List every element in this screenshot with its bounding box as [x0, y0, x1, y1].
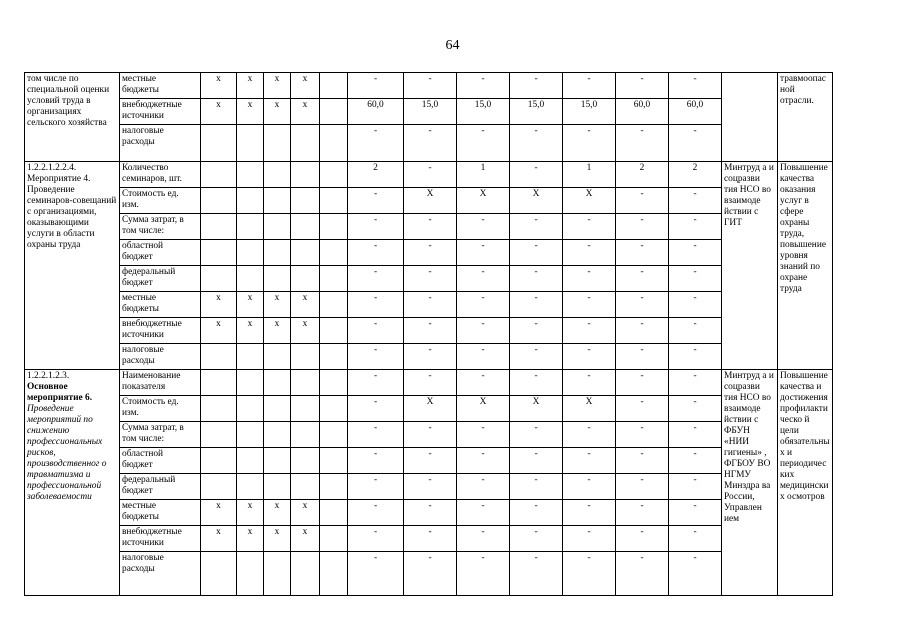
- indicator-cell: местные бюджеты: [120, 500, 201, 526]
- indicator-cell: Стоимость ед. изм.: [120, 188, 201, 214]
- executor-cell: Минтруд а и соцразви тия НСО во взаимоде йствии с ГИТ: [722, 162, 778, 370]
- value-cell: -: [404, 422, 457, 448]
- indicator-cell: Стоимость ед. изм.: [120, 396, 201, 422]
- spacer-cell: [320, 396, 348, 422]
- value-cell: -: [669, 448, 722, 474]
- code-mark-cell: [291, 162, 320, 188]
- value-cell: -: [616, 125, 669, 162]
- code-mark-cell: [237, 214, 264, 240]
- activity-title: Основное мероприятие 6.: [27, 382, 93, 403]
- value-cell: -: [669, 292, 722, 318]
- indicator-cell: федеральный бюджет: [120, 474, 201, 500]
- code-mark-cell: x: [291, 292, 320, 318]
- code-mark-cell: x: [264, 99, 291, 125]
- value-cell: -: [348, 526, 404, 552]
- value-cell: 1: [457, 162, 510, 188]
- value-cell: -: [563, 448, 616, 474]
- value-cell: -: [616, 474, 669, 500]
- code-mark-cell: [264, 125, 291, 162]
- value-cell: -: [404, 552, 457, 596]
- value-cell: -: [348, 552, 404, 596]
- value-cell: X: [510, 188, 563, 214]
- code-mark-cell: [201, 266, 237, 292]
- value-cell: -: [510, 422, 563, 448]
- value-cell: 15,0: [510, 99, 563, 125]
- value-cell: -: [669, 266, 722, 292]
- code-mark-cell: [201, 448, 237, 474]
- code-mark-cell: [264, 552, 291, 596]
- indicator-cell: местные бюджеты: [120, 73, 201, 99]
- code-mark-cell: [201, 552, 237, 596]
- value-cell: -: [404, 73, 457, 99]
- code-mark-cell: x: [291, 318, 320, 344]
- value-cell: -: [457, 73, 510, 99]
- indicator-cell: Сумма затрат, в том числе:: [120, 422, 201, 448]
- value-cell: -: [616, 448, 669, 474]
- indicator-cell: Наименование показателя: [120, 370, 201, 396]
- code-mark-cell: x: [264, 526, 291, 552]
- indicator-cell: внебюджетные источники: [120, 318, 201, 344]
- value-cell: -: [510, 240, 563, 266]
- value-cell: -: [616, 500, 669, 526]
- value-cell: -: [669, 240, 722, 266]
- value-cell: -: [348, 292, 404, 318]
- value-cell: X: [404, 188, 457, 214]
- spacer-cell: [320, 500, 348, 526]
- value-cell: -: [457, 292, 510, 318]
- code-mark-cell: x: [291, 500, 320, 526]
- value-cell: -: [404, 125, 457, 162]
- expected-result-cell: травмоопасной отрасли.: [778, 73, 833, 162]
- value-cell: -: [563, 318, 616, 344]
- value-cell: -: [616, 214, 669, 240]
- value-cell: -: [563, 73, 616, 99]
- spacer-cell: [320, 422, 348, 448]
- value-cell: -: [616, 266, 669, 292]
- code-mark-cell: [201, 370, 237, 396]
- table-row: [25, 73, 905, 99]
- page-number: 64: [445, 38, 460, 53]
- value-cell: -: [457, 344, 510, 370]
- code-mark-cell: x: [237, 73, 264, 99]
- value-cell: -: [510, 500, 563, 526]
- value-cell: -: [616, 370, 669, 396]
- value-cell: -: [457, 526, 510, 552]
- spacer-cell: [320, 125, 348, 162]
- value-cell: -: [616, 188, 669, 214]
- code-mark-cell: [201, 188, 237, 214]
- value-cell: -: [669, 318, 722, 344]
- code-mark-cell: x: [201, 526, 237, 552]
- spacer-cell: [320, 552, 348, 596]
- value-cell: -: [457, 422, 510, 448]
- value-cell: -: [563, 370, 616, 396]
- value-cell: -: [616, 422, 669, 448]
- value-cell: -: [404, 162, 457, 188]
- code-mark-cell: [291, 344, 320, 370]
- value-cell: -: [404, 500, 457, 526]
- code-mark-cell: [237, 370, 264, 396]
- code-mark-cell: [264, 370, 291, 396]
- code-mark-cell: x: [201, 500, 237, 526]
- value-cell: -: [563, 240, 616, 266]
- value-cell: -: [563, 125, 616, 162]
- value-cell: -: [616, 292, 669, 318]
- code-mark-cell: [291, 214, 320, 240]
- code-mark-cell: [237, 188, 264, 214]
- code-mark-cell: x: [291, 526, 320, 552]
- code-mark-cell: x: [201, 292, 237, 318]
- code-mark-cell: [264, 344, 291, 370]
- value-cell: -: [404, 292, 457, 318]
- activity-name-cell: [25, 162, 120, 370]
- code-mark-cell: x: [264, 292, 291, 318]
- spacer-cell: [320, 188, 348, 214]
- value-cell: -: [510, 344, 563, 370]
- value-cell: 1: [563, 162, 616, 188]
- value-cell: -: [404, 526, 457, 552]
- value-cell: -: [348, 474, 404, 500]
- indicator-cell: налоговые расходы: [120, 125, 201, 162]
- indicator-cell: налоговые расходы: [120, 344, 201, 370]
- code-mark-cell: [201, 240, 237, 266]
- value-cell: -: [404, 474, 457, 500]
- value-cell: -: [348, 500, 404, 526]
- spacer-cell: [320, 73, 348, 99]
- value-cell: -: [404, 448, 457, 474]
- value-cell: 15,0: [457, 99, 510, 125]
- activity-title: Мероприятие 4.: [27, 174, 91, 184]
- value-cell: -: [669, 422, 722, 448]
- indicator-cell: областной бюджет: [120, 240, 201, 266]
- code-mark-cell: [291, 474, 320, 500]
- indicator-cell: Количество семинаров, шт.: [120, 162, 201, 188]
- value-cell: 60,0: [348, 99, 404, 125]
- value-cell: -: [563, 474, 616, 500]
- code-mark-cell: x: [237, 318, 264, 344]
- value-cell: -: [616, 240, 669, 266]
- value-cell: -: [669, 552, 722, 596]
- value-cell: -: [669, 125, 722, 162]
- code-mark-cell: [264, 448, 291, 474]
- indicator-cell: Сумма затрат, в том числе:: [120, 214, 201, 240]
- code-mark-cell: [237, 552, 264, 596]
- value-cell: X: [510, 396, 563, 422]
- executor-cell: Минтруд а и соцразви тия НСО во взаимоде йствии с ФБУН «НИИ гигиены» , ФГБОУ ВО НГМУ Минздра ва России, Управлен ием: [722, 370, 778, 596]
- code-mark-cell: [201, 396, 237, 422]
- code-mark-cell: x: [201, 318, 237, 344]
- indicator-cell: налоговые расходы: [120, 552, 201, 596]
- spacer-cell: [320, 240, 348, 266]
- code-mark-cell: x: [264, 73, 291, 99]
- value-cell: -: [669, 500, 722, 526]
- value-cell: 15,0: [404, 99, 457, 125]
- program-activities-table: [24, 72, 905, 596]
- indicator-cell: местные бюджеты: [120, 292, 201, 318]
- code-mark-cell: [291, 552, 320, 596]
- indicator-cell: областной бюджет: [120, 448, 201, 474]
- value-cell: -: [404, 370, 457, 396]
- value-cell: -: [669, 526, 722, 552]
- value-cell: X: [563, 188, 616, 214]
- value-cell: X: [457, 188, 510, 214]
- value-cell: 60,0: [669, 99, 722, 125]
- value-cell: -: [669, 396, 722, 422]
- spacer-cell: [320, 318, 348, 344]
- spacer-cell: [320, 448, 348, 474]
- value-cell: -: [563, 214, 616, 240]
- value-cell: -: [510, 73, 563, 99]
- indicator-cell: внебюджетные источники: [120, 99, 201, 125]
- value-cell: 2: [348, 162, 404, 188]
- spacer-cell: [320, 99, 348, 125]
- code-mark-cell: x: [237, 292, 264, 318]
- value-cell: -: [616, 318, 669, 344]
- code-mark-cell: [264, 240, 291, 266]
- code-mark-cell: [291, 125, 320, 162]
- value-cell: -: [348, 396, 404, 422]
- code-mark-cell: [291, 448, 320, 474]
- indicator-cell: федеральный бюджет: [120, 266, 201, 292]
- code-mark-cell: [264, 474, 291, 500]
- code-mark-cell: x: [201, 99, 237, 125]
- spacer-cell: [320, 266, 348, 292]
- code-mark-cell: [291, 370, 320, 396]
- spacer-cell: [320, 292, 348, 318]
- code-mark-cell: [237, 396, 264, 422]
- value-cell: 2: [669, 162, 722, 188]
- code-mark-cell: [201, 474, 237, 500]
- value-cell: -: [348, 318, 404, 344]
- value-cell: -: [404, 240, 457, 266]
- code-mark-cell: x: [201, 73, 237, 99]
- spacer-cell: [320, 474, 348, 500]
- code-mark-cell: [291, 422, 320, 448]
- code-mark-cell: [237, 125, 264, 162]
- value-cell: -: [563, 292, 616, 318]
- value-cell: -: [348, 370, 404, 396]
- activity-code: 1.2.2.1.2.3.: [27, 371, 70, 381]
- expected-result-cell: Повышение качества и достижения профилактическо й цели обязательных и периодических медицинских осмотров: [778, 370, 833, 596]
- code-mark-cell: [237, 162, 264, 188]
- value-cell: -: [404, 344, 457, 370]
- value-cell: -: [348, 266, 404, 292]
- code-mark-cell: [201, 162, 237, 188]
- value-cell: -: [563, 266, 616, 292]
- value-cell: -: [510, 266, 563, 292]
- code-mark-cell: x: [291, 99, 320, 125]
- code-mark-cell: [237, 266, 264, 292]
- value-cell: -: [348, 214, 404, 240]
- code-mark-cell: x: [237, 99, 264, 125]
- value-cell: -: [563, 344, 616, 370]
- executor-cell: [722, 73, 778, 162]
- value-cell: -: [404, 214, 457, 240]
- table-row: [25, 370, 905, 396]
- spacer-cell: [320, 162, 348, 188]
- value-cell: -: [510, 526, 563, 552]
- expected-result-cell: Повышение качества оказания услуг в сфере охраны труда, повышение уровня знаний по охране труда: [778, 162, 833, 370]
- activity-name-text: том числе по специальной оценки условий труда в организациях сельского хозяйства: [27, 74, 110, 128]
- value-cell: -: [457, 214, 510, 240]
- code-mark-cell: [291, 266, 320, 292]
- code-mark-cell: x: [291, 73, 320, 99]
- code-mark-cell: [237, 344, 264, 370]
- code-mark-cell: [237, 422, 264, 448]
- activity-description: Проведение мероприятий по снижению профессиональных рисков, производственног о травматизма и профессиональной заболеваемости: [27, 404, 107, 502]
- value-cell: -: [348, 73, 404, 99]
- value-cell: -: [510, 292, 563, 318]
- activity-name-cell: [25, 370, 120, 596]
- spacer-cell: [320, 344, 348, 370]
- value-cell: -: [510, 162, 563, 188]
- value-cell: -: [457, 266, 510, 292]
- value-cell: -: [457, 552, 510, 596]
- spacer-cell: [320, 370, 348, 396]
- value-cell: -: [616, 552, 669, 596]
- activity-name-cell: [25, 73, 120, 162]
- value-cell: -: [404, 318, 457, 344]
- code-mark-cell: [264, 162, 291, 188]
- code-mark-cell: x: [264, 500, 291, 526]
- value-cell: -: [669, 188, 722, 214]
- value-cell: 60,0: [616, 99, 669, 125]
- code-mark-cell: [264, 214, 291, 240]
- value-cell: -: [510, 214, 563, 240]
- value-cell: -: [510, 370, 563, 396]
- value-cell: -: [563, 526, 616, 552]
- value-cell: X: [457, 396, 510, 422]
- value-cell: -: [510, 125, 563, 162]
- value-cell: -: [348, 344, 404, 370]
- value-cell: -: [616, 526, 669, 552]
- activity-code: 1.2.2.1.2.2.4.: [27, 163, 77, 173]
- value-cell: -: [616, 73, 669, 99]
- code-mark-cell: [291, 396, 320, 422]
- value-cell: X: [563, 396, 616, 422]
- code-mark-cell: x: [264, 318, 291, 344]
- value-cell: -: [669, 73, 722, 99]
- value-cell: -: [348, 125, 404, 162]
- code-mark-cell: [264, 396, 291, 422]
- code-mark-cell: [291, 240, 320, 266]
- value-cell: -: [457, 125, 510, 162]
- value-cell: -: [669, 474, 722, 500]
- code-mark-cell: [201, 344, 237, 370]
- value-cell: -: [563, 422, 616, 448]
- value-cell: -: [669, 214, 722, 240]
- code-mark-cell: [201, 125, 237, 162]
- value-cell: -: [510, 318, 563, 344]
- code-mark-cell: [201, 214, 237, 240]
- value-cell: 2: [616, 162, 669, 188]
- value-cell: -: [510, 448, 563, 474]
- value-cell: -: [348, 188, 404, 214]
- code-mark-cell: x: [237, 526, 264, 552]
- value-cell: -: [457, 240, 510, 266]
- value-cell: X: [404, 396, 457, 422]
- value-cell: -: [348, 422, 404, 448]
- value-cell: -: [457, 500, 510, 526]
- value-cell: -: [510, 474, 563, 500]
- value-cell: -: [348, 240, 404, 266]
- value-cell: -: [457, 370, 510, 396]
- value-cell: -: [348, 448, 404, 474]
- value-cell: -: [563, 500, 616, 526]
- value-cell: -: [669, 344, 722, 370]
- code-mark-cell: x: [237, 500, 264, 526]
- code-mark-cell: [264, 266, 291, 292]
- value-cell: -: [404, 266, 457, 292]
- value-cell: -: [616, 344, 669, 370]
- code-mark-cell: [264, 422, 291, 448]
- spacer-cell: [320, 214, 348, 240]
- spacer-cell: [320, 526, 348, 552]
- code-mark-cell: [237, 240, 264, 266]
- code-mark-cell: [201, 422, 237, 448]
- indicator-cell: внебюджетные источники: [120, 526, 201, 552]
- code-mark-cell: [237, 448, 264, 474]
- value-cell: -: [616, 396, 669, 422]
- code-mark-cell: [264, 188, 291, 214]
- value-cell: -: [457, 474, 510, 500]
- value-cell: -: [563, 552, 616, 596]
- value-cell: -: [669, 370, 722, 396]
- activity-description: Проведение семинаров-совещаний с организациями, оказывающими услуги в области охраны труда: [27, 185, 117, 250]
- value-cell: -: [457, 318, 510, 344]
- table-row: [25, 162, 905, 188]
- value-cell: 15,0: [563, 99, 616, 125]
- code-mark-cell: [237, 474, 264, 500]
- code-mark-cell: [291, 188, 320, 214]
- value-cell: -: [457, 448, 510, 474]
- value-cell: -: [510, 552, 563, 596]
